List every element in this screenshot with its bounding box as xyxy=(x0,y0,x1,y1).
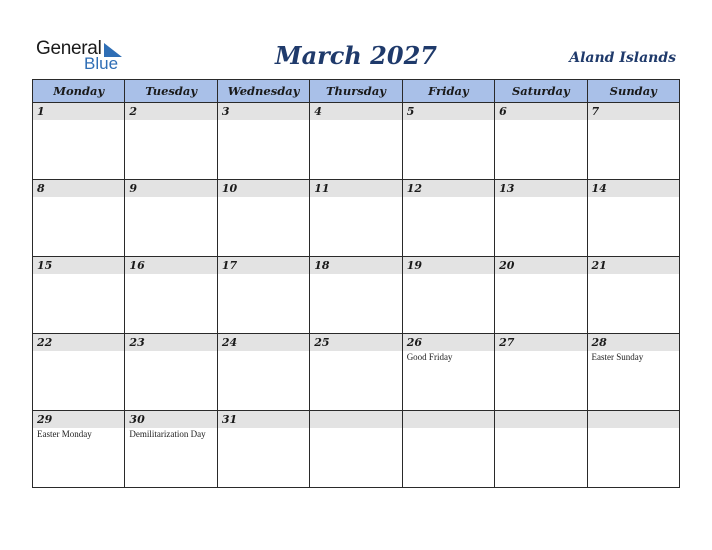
day-cell xyxy=(217,103,309,180)
day-number: 27 xyxy=(499,336,515,349)
day-number: 16 xyxy=(129,259,145,272)
weekday-header: Wednesday xyxy=(217,80,309,103)
day-number: 22 xyxy=(37,336,53,349)
day-cell xyxy=(587,103,679,180)
day-number: 2 xyxy=(129,105,138,118)
day-number: 10 xyxy=(221,182,238,195)
day-cell xyxy=(402,334,494,411)
day-cell xyxy=(33,411,125,488)
week-row xyxy=(33,411,680,488)
day-number-bar xyxy=(218,411,309,428)
day-number: 17 xyxy=(221,259,238,272)
day-cell xyxy=(217,257,309,334)
calendar-title: March 2027 xyxy=(275,41,437,70)
day-cell xyxy=(495,334,587,411)
weekday-header: Sunday xyxy=(587,80,679,103)
day-cell xyxy=(217,411,309,488)
day-number-bar xyxy=(125,180,216,197)
day-number: 20 xyxy=(499,259,515,272)
day-number-bar xyxy=(125,257,216,274)
day-cell xyxy=(217,334,309,411)
day-number: 4 xyxy=(314,105,322,118)
holiday-label: Easter Sunday xyxy=(591,352,644,362)
day-cell xyxy=(33,257,125,334)
day-number-bar xyxy=(403,334,494,351)
day-number-bar xyxy=(310,411,401,428)
day-number-bar xyxy=(403,257,494,274)
day-number-bar xyxy=(403,103,494,120)
day-number-bar xyxy=(588,180,679,197)
day-number-bar xyxy=(218,257,309,274)
day-cell xyxy=(587,180,679,257)
day-number-bar xyxy=(310,257,401,274)
day-cell xyxy=(402,180,494,257)
day-number: 14 xyxy=(591,182,607,195)
day-cell xyxy=(33,334,125,411)
weekday-header: Saturday xyxy=(495,80,587,103)
day-cell xyxy=(33,180,125,257)
weekday-header: Tuesday xyxy=(125,80,217,103)
day-number: 28 xyxy=(591,336,607,349)
day-cell xyxy=(310,411,402,488)
day-cell xyxy=(310,103,402,180)
day-cell xyxy=(310,180,402,257)
day-cell xyxy=(125,334,217,411)
day-cell xyxy=(495,411,587,488)
day-number: 25 xyxy=(314,336,330,349)
day-number-bar xyxy=(495,103,586,120)
day-number-bar xyxy=(310,180,401,197)
day-cell xyxy=(495,103,587,180)
day-cell xyxy=(587,411,679,488)
day-cell xyxy=(587,257,679,334)
logo-blue-text: Blue xyxy=(84,54,119,73)
day-number: 18 xyxy=(314,259,330,272)
day-number: 9 xyxy=(129,182,138,195)
day-number: 24 xyxy=(221,336,238,349)
day-number-bar xyxy=(125,411,216,428)
day-cell xyxy=(125,103,217,180)
day-number: 7 xyxy=(591,105,600,118)
day-number: 19 xyxy=(406,259,422,272)
day-number: 11 xyxy=(314,182,330,195)
day-cell xyxy=(125,180,217,257)
day-cell xyxy=(33,103,125,180)
day-cell xyxy=(125,411,217,488)
day-number-bar xyxy=(403,411,494,428)
day-number-bar xyxy=(495,180,586,197)
day-number: 26 xyxy=(406,336,422,349)
day-number-bar xyxy=(588,411,679,428)
day-number-bar xyxy=(495,411,586,428)
day-cell xyxy=(495,180,587,257)
day-cell xyxy=(587,334,679,411)
weekday-header: Friday xyxy=(402,80,494,103)
weekday-header: Thursday xyxy=(310,80,402,103)
week-row xyxy=(33,103,680,180)
holiday-label: Good Friday xyxy=(406,352,453,362)
day-cell xyxy=(402,411,494,488)
day-number: 6 xyxy=(499,105,507,118)
day-number-bar xyxy=(588,257,679,274)
region-name: Aland Islands xyxy=(569,50,676,66)
day-number-bar xyxy=(495,257,586,274)
logo-general-text: General xyxy=(36,38,102,59)
day-cell xyxy=(402,103,494,180)
calendar-grid xyxy=(32,79,680,488)
day-number-bar xyxy=(33,257,124,274)
day-number: 5 xyxy=(406,105,415,118)
day-number-bar xyxy=(588,103,679,120)
day-number: 12 xyxy=(406,182,422,195)
day-number-bar xyxy=(33,334,124,351)
weekday-header: Monday xyxy=(33,80,125,103)
week-row xyxy=(33,257,680,334)
day-number-bar xyxy=(495,334,586,351)
day-cell xyxy=(125,257,217,334)
day-cell xyxy=(310,334,402,411)
day-number-bar xyxy=(125,334,216,351)
day-number: 23 xyxy=(129,336,145,349)
day-cell xyxy=(402,257,494,334)
day-number-bar xyxy=(588,334,679,351)
day-number-bar xyxy=(218,103,309,120)
day-number: 8 xyxy=(37,182,45,195)
week-row xyxy=(33,334,680,411)
calendar-body xyxy=(33,103,680,488)
day-number: 30 xyxy=(129,413,145,426)
day-cell xyxy=(310,257,402,334)
weekday-header-row xyxy=(33,80,680,103)
day-number: 21 xyxy=(591,259,607,272)
day-number-bar xyxy=(125,103,216,120)
day-cell xyxy=(217,180,309,257)
day-number-bar xyxy=(310,103,401,120)
day-number-bar xyxy=(218,180,309,197)
day-number-bar xyxy=(310,334,401,351)
day-number-bar xyxy=(403,180,494,197)
day-number: 1 xyxy=(37,105,45,118)
week-row xyxy=(33,180,680,257)
day-number-bar xyxy=(33,411,124,428)
day-number: 31 xyxy=(221,413,238,426)
day-number: 29 xyxy=(37,413,53,426)
day-number: 15 xyxy=(37,259,53,272)
day-number: 13 xyxy=(499,182,515,195)
day-number-bar xyxy=(218,334,309,351)
day-number-bar xyxy=(33,103,124,120)
holiday-label: Easter Monday xyxy=(37,429,92,439)
holiday-label: Demilitarization Day xyxy=(129,429,206,439)
day-number-bar xyxy=(33,180,124,197)
day-cell xyxy=(495,257,587,334)
day-number: 3 xyxy=(221,105,230,118)
